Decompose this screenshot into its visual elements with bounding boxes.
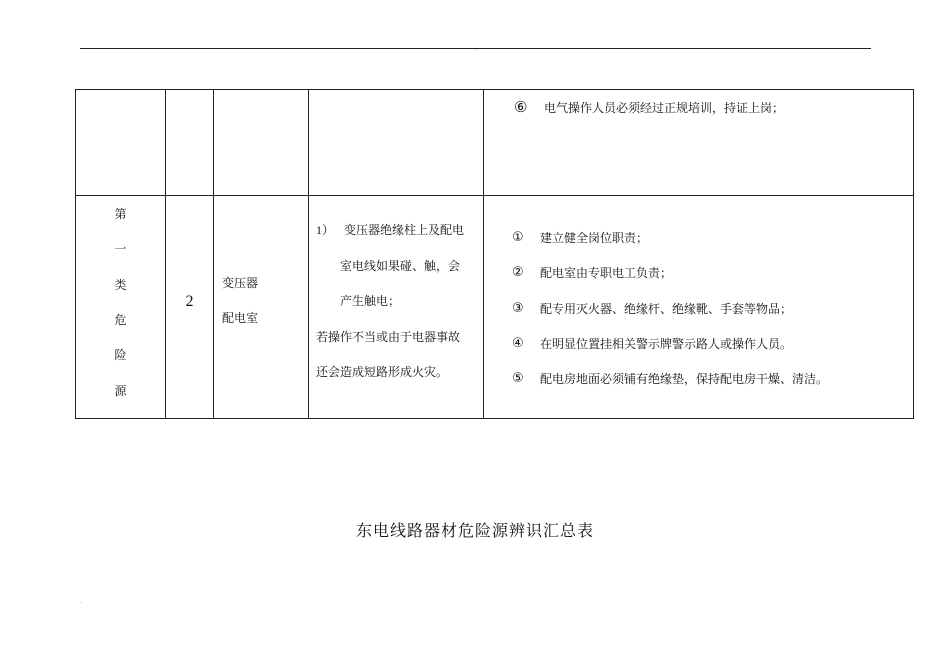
hazard-line: [316, 293, 477, 329]
measure-text: 配电房地面必须铺有绝缘垫，保持配电房干燥、清洁。: [540, 372, 829, 387]
category-char: 危: [114, 312, 127, 327]
location-cell: [214, 90, 309, 196]
measure-text: 电气操作人员必须经过正规培训，持证上岗；: [544, 100, 785, 115]
footer-dot: .: [80, 598, 82, 605]
circled-number-marker: ④: [512, 336, 524, 352]
hazard-cell: [309, 90, 484, 196]
hazard-line-text: 产生触电；: [340, 294, 401, 308]
circled-number-marker: ①: [512, 230, 524, 246]
measure-item: [512, 361, 907, 396]
hazard-line-text: 变压器绝缘柱上及配电: [344, 223, 465, 237]
hazard-line-text: 室电线如果碰、触，会: [340, 258, 461, 273]
hazard-line-text: 还会造成短路形成火灾。: [316, 365, 449, 379]
table-row: [76, 90, 914, 196]
circled-number-marker: ⑥: [514, 98, 528, 116]
category-char: 一: [114, 242, 127, 257]
category-cell: [76, 196, 166, 419]
circled-number-marker: ⑤: [512, 371, 524, 387]
measure-item: [512, 220, 907, 255]
hazard-line: [316, 364, 477, 400]
measure-item: [512, 291, 907, 326]
hazard-line-number: 1）: [316, 223, 335, 237]
circled-number-marker: ②: [512, 265, 524, 281]
hazard-line: [316, 258, 477, 294]
location-line: 变压器: [222, 276, 259, 290]
measure-text: 配电室由专职电工负责；: [540, 266, 673, 281]
measure-text: 在明显位置挂相关警示牌警示路人或操作人员。: [540, 337, 793, 352]
hazard-line-text: 若操作不当或由于电器事故: [316, 329, 461, 344]
table-row: [76, 196, 914, 419]
category-char: 第: [114, 207, 127, 221]
hazard-line: [316, 222, 477, 258]
number-cell: [166, 196, 214, 419]
hazard-cell: [309, 196, 484, 419]
header-dot: .: [474, 45, 476, 52]
row-number: 2: [185, 293, 194, 310]
category-char: 类: [114, 277, 127, 292]
measure-text: 建立健全岗位职责；: [540, 231, 649, 246]
document-title: 东电线路器材危险源辨识汇总表: [355, 521, 594, 540]
measure-item: [512, 255, 907, 290]
category-char: 源: [114, 383, 127, 398]
circled-number-marker: ③: [512, 300, 524, 316]
measure-cell: [484, 90, 914, 196]
number-cell: [166, 90, 214, 196]
measure-text: 配专用灭火器、绝缘杆、绝缘靴、手套等物品；: [540, 301, 793, 316]
category-char: 险: [114, 348, 127, 363]
measure-item: [484, 90, 913, 116]
hazard-line: [316, 329, 477, 365]
measure-item: [512, 326, 907, 361]
location-line: 配电室: [222, 311, 259, 325]
category-cell: [76, 90, 166, 196]
hazard-table: [75, 89, 914, 419]
measure-cell: [484, 196, 914, 419]
location-cell: [214, 196, 309, 419]
